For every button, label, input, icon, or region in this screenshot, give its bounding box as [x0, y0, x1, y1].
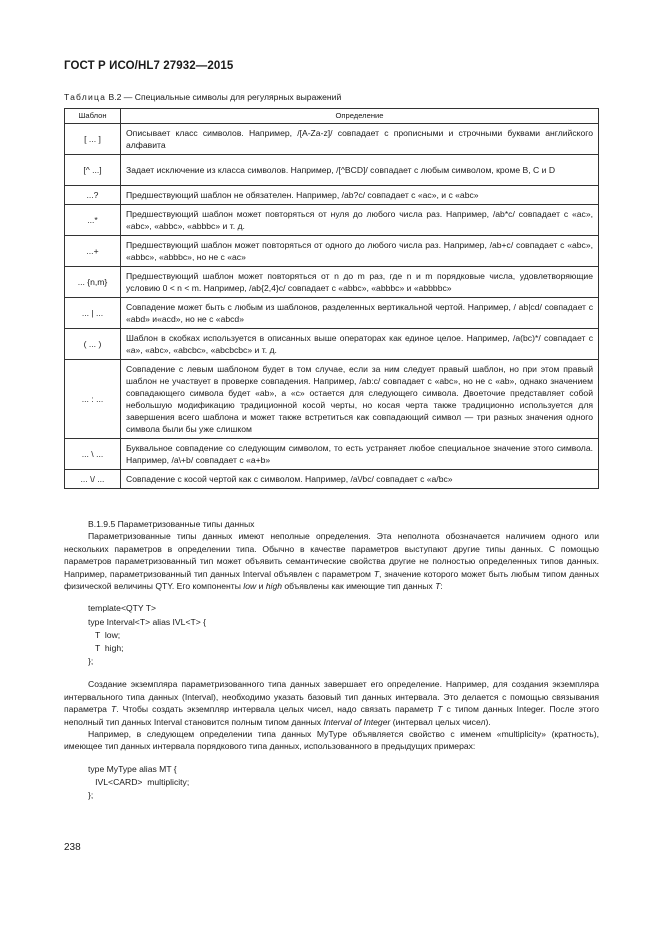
- definition-cell: Описывает класс символов. Например, /[A-Za-z]/ совпадает с прописными и строчными буквами английского алфавита: [121, 124, 599, 155]
- code-block-mytype: [64, 763, 599, 803]
- definition-cell: Предшествующий шаблон может повторяться от одного до любого числа раз. Например, /ab+c/ совпадает с «abc», «abbc», «abbbc», но не с «ас»: [121, 236, 599, 267]
- definition-cell: Шаблон в скобках используется в описанных выше операторах как единое целое. Например, /a(bc)*/ совпадает с «а», «abc», «abcbc», «abcbcbc» и т. д.: [121, 329, 599, 360]
- definition-cell: Совпадение с левым шаблоном будет в том случае, если за ним следует правый шаблон, но при этом правый шаблон не участвует в проверке совпадения. Например, /ab:c/ совпадает с «abc», но не с «ab», однако значением совпадающего символа будет «ab», а «с» остается для следующего символа. Двоеточие представляет собой небольшую модификацию традиционной косой черты, но косая черта также традиционно используется для завершения всего шаблона и может также встретиться как совпадающий символ — три разных значения одного символа были бы уже слишком: [121, 360, 599, 439]
- pattern-cell: [^ ...]: [65, 155, 121, 186]
- pattern-cell: ... \/ ...: [65, 470, 121, 489]
- column-header-definition: Определение: [121, 109, 599, 124]
- pattern-cell: ...*: [65, 205, 121, 236]
- definition-cell: Предшествующий шаблон не обязателен. Например, /ab?c/ совпадает с «ас», и с «abc»: [121, 186, 599, 205]
- code-line: IVL<CARD> multiplicity;: [88, 777, 190, 788]
- table-row: [65, 124, 599, 155]
- table-row: [65, 329, 599, 360]
- table-row: [65, 470, 599, 489]
- definition-cell: Предшествующий шаблон может повторяться от нуля до любого числа раз. Например, /ab*c/ совпадает с «ас», «abc», «abbc», «abbbc» и т. д.: [121, 205, 599, 236]
- code-line: template<QTY T>: [88, 603, 156, 614]
- definition-cell: Предшествующий шаблон может повторяться от n до m раз, где n и m порядковые числа, удовлетворяющие условию 0 < n < m. Например, /ab{2,4}c/ совпадает с «abbc», «abbbc» и «abbbbc»: [121, 267, 599, 298]
- table-row: [65, 205, 599, 236]
- definition-cell: Совпадение может быть с любым из шаблонов, разделенных вертикальной чертой. Например, / ab|cd/ совпадает с «abd» и«acd», но не с «abcd»: [121, 298, 599, 329]
- special-symbols-table: [64, 108, 599, 489]
- table-row: [65, 360, 599, 439]
- table-row: [65, 236, 599, 267]
- pattern-cell: ... {n,m}: [65, 267, 121, 298]
- pattern-cell: ... : ...: [65, 360, 121, 439]
- table-caption-label: Таблица: [64, 92, 107, 102]
- pattern-cell: ... | ...: [65, 298, 121, 329]
- pattern-cell: ... \ ...: [65, 439, 121, 470]
- code-line: };: [88, 656, 94, 667]
- pattern-cell: [ ... ]: [65, 124, 121, 155]
- table-caption: [64, 92, 341, 102]
- code-line: T high;: [88, 643, 124, 654]
- definition-cell: Совпадение с косой чертой как с символом. Например, /a\/bc/ совпадает с «a/bc»: [121, 470, 599, 489]
- table-row: [65, 155, 599, 186]
- definition-cell: Задает исключение из класса символов. Например, /[^BCD]/ совпадает с любым символом, кроме B, C и D: [121, 155, 599, 186]
- section-heading: В.1.9.5 Параметризованные типы данных: [88, 519, 255, 529]
- pattern-cell: ( ... ): [65, 329, 121, 360]
- pattern-cell: ...+: [65, 236, 121, 267]
- paragraph-instantiation: Создание экземпляра параметризованного типа данных завершает его определение. Например, для создания экземпляра интервального типа данных (Interval), необходимо указать базовый тип данных интервала. Это делается с помощью связывания параметра T. Чтобы создать экземпляр интервала целых чисел, надо связать параметр T с типом данных Integer. После этого неполный тип данных Interval становится полным типом данных Interval of Integer (интервал целых чисел).: [64, 679, 600, 727]
- code-line: type Interval<T> alias IVL<T> {: [88, 616, 206, 627]
- table-row: [65, 298, 599, 329]
- paragraph-parameterized-types: Параметризованные типы данных имеют неполные определения. Эта неполнота обозначается наличием одного или нескольких параметров в определении типа. Обычно в качестве параметров выступают другие типы данных. С помощью параметров параметризованный тип может объявить семантические свойства другие не полностью определенных типов данных. Например, параметризованный тип данных Interval объявлен с параметром T, значение которого может быть любым типом данных физической величины QTY. Его компоненты low и high объявлены как имеющие тип данных T:: [64, 531, 599, 592]
- definition-cell: Буквальное совпадение со следующим символом, то есть устраняет любое специальное значение этого символа. Например, /a\+b/ совпадает с «a+b»: [121, 439, 599, 470]
- code-block-interval: [64, 602, 599, 668]
- table-header-row: [65, 109, 599, 124]
- table-row: [65, 439, 599, 470]
- table-caption-title: — Специальные символы для регулярных выражений: [121, 92, 342, 102]
- column-header-pattern: Шаблон: [65, 109, 121, 124]
- paragraph-mytype: Например, в следующем определении типа данных MyType объявляется свойство с именем «multiplicity» (кратность), имеющее тип данных интервала порядкового типа данных, использованного в предыдущих примерах:: [64, 729, 599, 752]
- code-line: T low;: [88, 629, 121, 640]
- code-line: };: [88, 790, 94, 801]
- page-number: 238: [64, 842, 81, 853]
- section-body: [64, 518, 599, 803]
- table-row: [65, 186, 599, 205]
- pattern-cell: ...?: [65, 186, 121, 205]
- document-header: ГОСТ Р ИСО/HL7 27932—2015: [64, 60, 234, 72]
- table-row: [65, 267, 599, 298]
- table-caption-number: В.2: [108, 92, 122, 102]
- code-line: type MyType alias MT {: [88, 763, 177, 774]
